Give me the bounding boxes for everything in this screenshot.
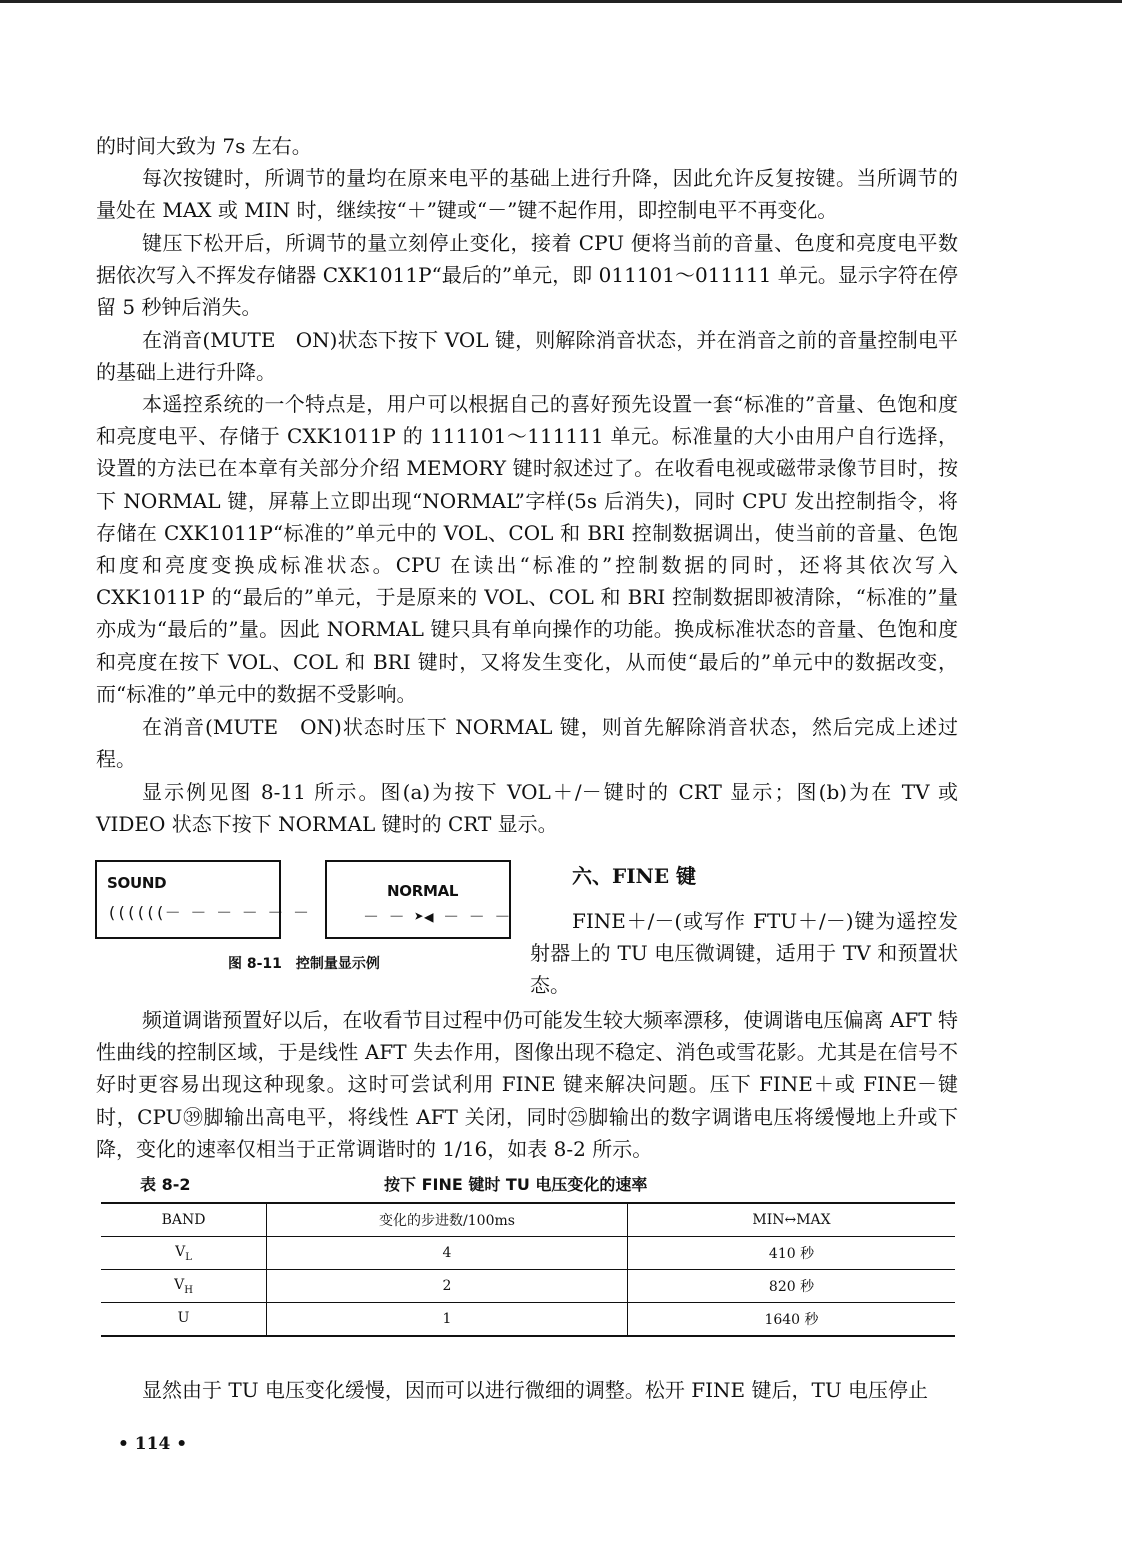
band-cell: $V_L$	[101, 1237, 267, 1270]
paragraph-normal-key: 本遥控系统的一个特点是，用户可以根据自己的喜好预先设置一套“标准的”音量、色饱和度和亮度电平、存储于 CXK1011P 的 111101～111111 单元。标准量的大小由用户自行选择，设置的方法已在本章有关部分介绍 MEMORY 键时叙述过了。在收看电视或磁带录像节目时，按下 NORMAL 键，屏幕上立即出现“NORMAL”字样(5s 后消失)，同时 CPU 发出控制指令，将存储在 CXK1011P“标准的”单元中的 VOL、COL 和 BRI 控制数据调出，使当前的音量、色饱和度和亮度变换成标准状态。CPU 在读出“标准的”控制数据的同时，还将其依次写入 CXK1011P 的“最后的”单元，于是原来的 VOL、COL 和 BRI 控制数据即被清除，“标准的”量亦成为“最后的”量。因此 NORMAL 键只具有单向操作的功能。换成标准状态的音量、色饱和度和亮度在按下 VOL、COL 和 BRI 键时，又将发生变化，从而使“最后的”单元中的数据改变，而“标准的”单元中的数据不受影响。	[96, 392, 958, 706]
page-top-rule	[0, 0, 1122, 3]
section-heading: 六、FINE 键	[572, 864, 697, 888]
section-intro: FINE＋/－(或写作 FTU＋/－)键为遥控发射器上的 TU 电压微调键，适用于 TV 和预置状态。	[530, 909, 958, 998]
steps-cell: 2	[267, 1270, 628, 1303]
paragraph-fine-tuning: 频道调谐预置好以后，在收看节目过程中仍可能发生较大频率漂移，使调谐电压偏离 AFT 特性曲线的控制区域，于是线性 AFT 失去作用，图像出现不稳定、消色或雪花影。尤其是在信号不好时更容易出现这种现象。这时可尝试利用 FINE 键来解决问题。压下 FINE＋或 FINE－键时，CPU㊴脚输出高电平，将线性 AFT 关闭，同时㉕脚输出的数字调谐电压将缓慢地上升或下降，变化的速率仅相当于正常调谐时的 1/16，如表 8-2 所示。	[96, 1008, 958, 1161]
normal-label: NORMAL	[387, 882, 459, 900]
page-number: • 114 •	[118, 1434, 188, 1454]
table-number: 表 8-2	[140, 1175, 191, 1194]
paragraph-key-release: 键压下松开后，所调节的量立刻停止变化，接着 CPU 便将当前的音量、色度和亮度电平数据依次写入不挥发存储器 CXK1011P“最后的”单元，即 011101～011111 单元。显示字符在停留 5 秒钟后消失。	[96, 231, 958, 320]
time-cell: 410 秒	[628, 1237, 956, 1270]
steps-cell: 1	[267, 1303, 628, 1337]
steps-cell: 4	[267, 1237, 628, 1270]
figure-box-normal	[325, 860, 511, 939]
paragraph-mute-normal: 在消音(MUTE ON)状态时压下 NORMAL 键，则首先解除消音状态，然后完成上述过程。	[96, 715, 958, 772]
paragraph-display-example: 显示例见图 8-11 所示。图(a)为按下 VOL＋/－键时的 CRT 显示；图(b)为在 TV 或 VIDEO 状态下按下 NORMAL 键时的 CRT 显示。	[96, 780, 958, 837]
paragraph-conclusion: 显然由于 TU 电压变化缓慢，因而可以进行微细的调整。松开 FINE 键后，TU 电压停止	[142, 1378, 929, 1402]
header-steps: 变化的步进数/100ms	[267, 1203, 628, 1237]
band-cell: $V_H$	[101, 1270, 267, 1303]
table-row	[101, 1237, 955, 1270]
time-cell: 820 秒	[628, 1270, 956, 1303]
table-row	[101, 1303, 955, 1337]
paragraph-key-press: 每次按键时，所调节的量均在原来电平的基础上进行升降，因此允许反复按键。当所调节的量处在 MAX 或 MIN 时，继续按“＋”键或“－”键不起作用，即控制电平不再变化。	[96, 166, 958, 223]
table-title: 按下 FINE 键时 TU 电压变化的速率	[384, 1175, 648, 1194]
sound-label: SOUND	[107, 874, 167, 892]
table-row	[101, 1270, 955, 1303]
header-band: BAND	[101, 1203, 267, 1237]
volume-bar: ((((((－ － － － － －	[107, 903, 309, 922]
header-min-max: MIN↔MAX	[628, 1203, 956, 1237]
paragraph-mute-vol: 在消音(MUTE ON)状态下按下 VOL 键，则解除消音状态，并在消音之前的音量控制电平的基础上进行升降。	[96, 328, 958, 385]
paragraph-continued: 的时间大致为 7s 左右。	[96, 134, 312, 158]
figure-box-sound	[95, 860, 309, 939]
normal-bar: － － ➤◀ － － －	[363, 907, 511, 926]
figure-caption: 图 8-11 控制量显示例	[228, 956, 380, 972]
fine-rate-table	[101, 1202, 955, 1337]
time-cell: 1640 秒	[628, 1303, 956, 1337]
table-header-row	[101, 1203, 955, 1237]
band-cell: U	[101, 1303, 267, 1337]
